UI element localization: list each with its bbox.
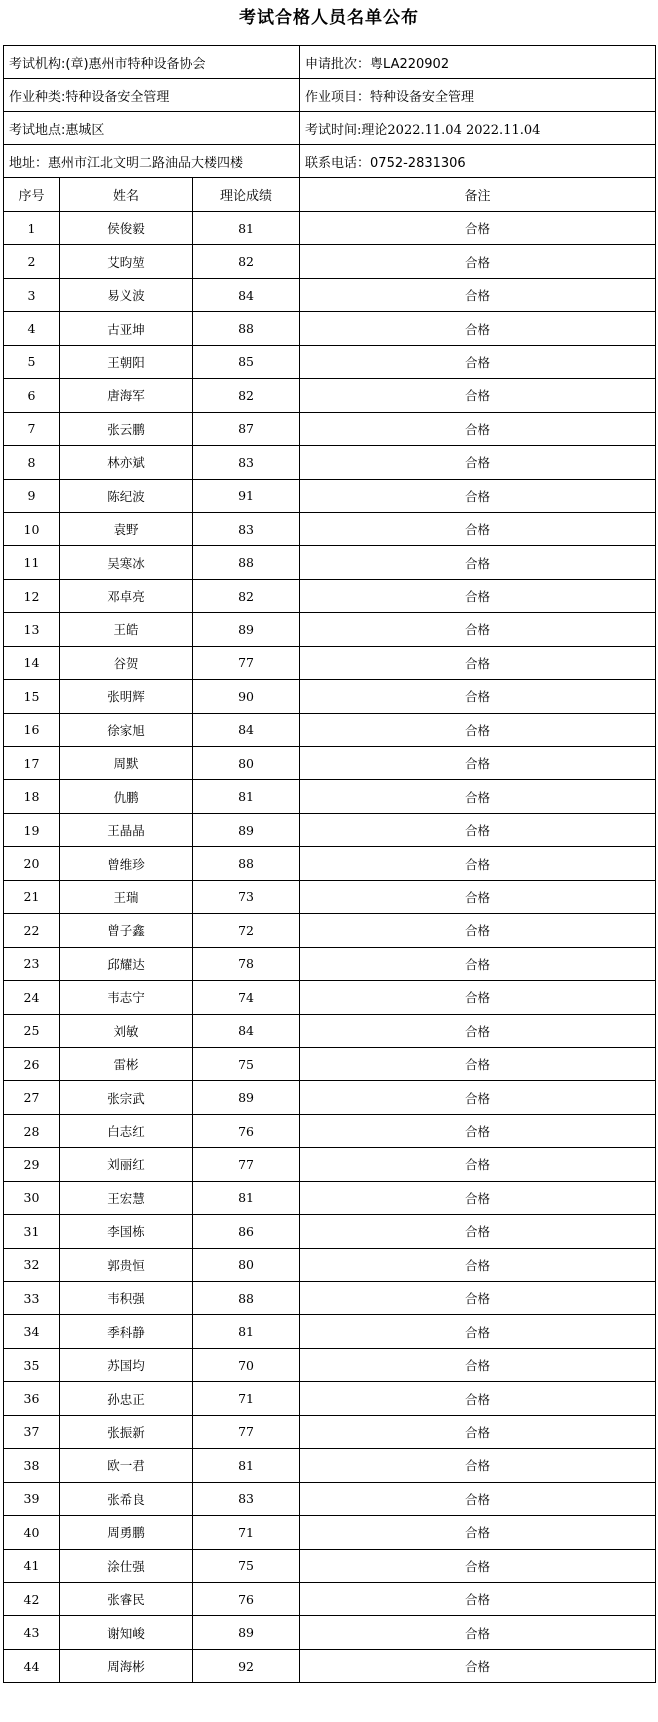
- row-index: 16: [4, 713, 60, 746]
- row-remark: 合格: [300, 212, 656, 245]
- row-index: 35: [4, 1348, 60, 1381]
- row-score: 70: [193, 1348, 300, 1381]
- table-row: [4, 646, 656, 679]
- work-category: 作业种类:特种设备安全管理: [4, 79, 300, 112]
- row-remark: 合格: [300, 1148, 656, 1181]
- row-index: 23: [4, 947, 60, 980]
- row-index: 39: [4, 1482, 60, 1515]
- row-score: 80: [193, 1248, 300, 1281]
- page-title: 考试合格人员名单公布: [239, 8, 419, 28]
- row-score: 80: [193, 747, 300, 780]
- row-name: 张振新: [60, 1415, 193, 1448]
- row-remark: 合格: [300, 1282, 656, 1315]
- table-row: [4, 847, 656, 880]
- info-row-1: [4, 46, 656, 79]
- row-name: 周海彬: [60, 1649, 193, 1682]
- row-name: 谢知峻: [60, 1616, 193, 1649]
- row-index: 5: [4, 345, 60, 378]
- row-remark: 合格: [300, 379, 656, 412]
- row-name: 张宗武: [60, 1081, 193, 1114]
- row-score: 90: [193, 680, 300, 713]
- row-index: 11: [4, 546, 60, 579]
- row-name: 刘丽红: [60, 1148, 193, 1181]
- row-remark: 合格: [300, 747, 656, 780]
- row-score: 88: [193, 546, 300, 579]
- row-remark: 合格: [300, 1315, 656, 1348]
- row-score: 71: [193, 1516, 300, 1549]
- row-score: 81: [193, 212, 300, 245]
- row-remark: 合格: [300, 1449, 656, 1482]
- row-remark: 合格: [300, 1415, 656, 1448]
- row-index: 38: [4, 1449, 60, 1482]
- table-row: [4, 1616, 656, 1649]
- row-index: 1: [4, 212, 60, 245]
- row-score: 92: [193, 1649, 300, 1682]
- row-remark: 合格: [300, 446, 656, 479]
- row-remark: 合格: [300, 479, 656, 512]
- table-row: [4, 1315, 656, 1348]
- row-remark: 合格: [300, 1649, 656, 1682]
- row-score: 77: [193, 1148, 300, 1181]
- row-score: 81: [193, 1449, 300, 1482]
- row-score: 81: [193, 780, 300, 813]
- table-row: [4, 1114, 656, 1147]
- row-index: 6: [4, 379, 60, 412]
- row-remark: 合格: [300, 1616, 656, 1649]
- row-name: 仇鹏: [60, 780, 193, 813]
- row-index: 7: [4, 412, 60, 445]
- row-remark: 合格: [300, 546, 656, 579]
- row-name: 王宏慧: [60, 1181, 193, 1214]
- row-index: 3: [4, 278, 60, 311]
- row-score: 89: [193, 613, 300, 646]
- row-name: 王朝阳: [60, 345, 193, 378]
- row-name: 涂仕强: [60, 1549, 193, 1582]
- table-row: [4, 747, 656, 780]
- row-name: 张睿民: [60, 1582, 193, 1615]
- row-score: 81: [193, 1181, 300, 1214]
- row-name: 谷贺: [60, 646, 193, 679]
- row-remark: 合格: [300, 780, 656, 813]
- info-row-2: [4, 79, 656, 112]
- row-index: 41: [4, 1549, 60, 1582]
- row-index: 21: [4, 880, 60, 913]
- table-row: [4, 1081, 656, 1114]
- row-score: 78: [193, 947, 300, 980]
- row-index: 33: [4, 1282, 60, 1315]
- row-score: 88: [193, 312, 300, 345]
- row-index: 14: [4, 646, 60, 679]
- table-row: [4, 512, 656, 545]
- header-name: 姓名: [60, 178, 193, 212]
- row-index: 36: [4, 1382, 60, 1415]
- row-remark: 合格: [300, 245, 656, 278]
- row-index: 44: [4, 1649, 60, 1682]
- row-name: 韦志宁: [60, 981, 193, 1014]
- row-remark: 合格: [300, 345, 656, 378]
- row-remark: 合格: [300, 1348, 656, 1381]
- row-score: 75: [193, 1047, 300, 1080]
- row-score: 77: [193, 646, 300, 679]
- table-row: [4, 345, 656, 378]
- row-name: 吴寒冰: [60, 546, 193, 579]
- table-row: [4, 1449, 656, 1482]
- row-name: 曾子鑫: [60, 914, 193, 947]
- table-row: [4, 1549, 656, 1582]
- row-remark: 合格: [300, 412, 656, 445]
- table-row: [4, 1516, 656, 1549]
- row-name: 陈纪波: [60, 479, 193, 512]
- table-row: [4, 1148, 656, 1181]
- table-row: [4, 1014, 656, 1047]
- table-row: [4, 813, 656, 846]
- table-row: [4, 546, 656, 579]
- row-remark: 合格: [300, 914, 656, 947]
- header-score: 理论成绩: [193, 178, 300, 212]
- row-name: 刘敏: [60, 1014, 193, 1047]
- row-remark: 合格: [300, 579, 656, 612]
- row-score: 83: [193, 512, 300, 545]
- row-score: 89: [193, 813, 300, 846]
- row-score: 84: [193, 278, 300, 311]
- row-name: 艾昀堃: [60, 245, 193, 278]
- row-score: 76: [193, 1114, 300, 1147]
- row-remark: 合格: [300, 613, 656, 646]
- row-index: 8: [4, 446, 60, 479]
- table-row: [4, 446, 656, 479]
- row-index: 2: [4, 245, 60, 278]
- header-index: 序号: [4, 178, 60, 212]
- row-index: 40: [4, 1516, 60, 1549]
- table-row: [4, 479, 656, 512]
- row-score: 85: [193, 345, 300, 378]
- row-index: 32: [4, 1248, 60, 1281]
- row-remark: 合格: [300, 1248, 656, 1281]
- row-name: 林亦斌: [60, 446, 193, 479]
- work-item: 作业项目：特种设备安全管理: [300, 79, 656, 112]
- row-score: 88: [193, 847, 300, 880]
- row-name: 王晶晶: [60, 813, 193, 846]
- table-row: [4, 1248, 656, 1281]
- row-name: 张云鹏: [60, 412, 193, 445]
- table-row: [4, 613, 656, 646]
- row-name: 王瑞: [60, 880, 193, 913]
- table-row: [4, 1215, 656, 1248]
- table-row: [4, 713, 656, 746]
- row-name: 邱耀达: [60, 947, 193, 980]
- row-name: 苏国均: [60, 1348, 193, 1381]
- exam-time: 考试时间:理论2022.11.04 2022.11.04: [300, 112, 656, 145]
- row-remark: 合格: [300, 947, 656, 980]
- table-row: [4, 1282, 656, 1315]
- row-index: 25: [4, 1014, 60, 1047]
- row-index: 26: [4, 1047, 60, 1080]
- table-row: [4, 880, 656, 913]
- table-row: [4, 579, 656, 612]
- row-name: 曾维珍: [60, 847, 193, 880]
- address: 地址：惠州市江北文明二路油品大楼四楼: [4, 145, 300, 178]
- row-name: 张明辉: [60, 680, 193, 713]
- row-name: 侯俊毅: [60, 212, 193, 245]
- exam-org: 考试机构:(章)惠州市特种设备协会: [4, 46, 300, 79]
- row-name: 邓卓亮: [60, 579, 193, 612]
- row-score: 87: [193, 412, 300, 445]
- row-index: 22: [4, 914, 60, 947]
- row-remark: 合格: [300, 680, 656, 713]
- row-index: 42: [4, 1582, 60, 1615]
- row-index: 31: [4, 1215, 60, 1248]
- table-row: [4, 1181, 656, 1214]
- row-remark: 合格: [300, 312, 656, 345]
- row-remark: 合格: [300, 1181, 656, 1214]
- row-score: 83: [193, 446, 300, 479]
- table-row: [4, 1047, 656, 1080]
- row-index: 29: [4, 1148, 60, 1181]
- header-remark: 备注: [300, 178, 656, 212]
- row-index: 12: [4, 579, 60, 612]
- row-name: 张希良: [60, 1482, 193, 1515]
- row-remark: 合格: [300, 1114, 656, 1147]
- row-remark: 合格: [300, 880, 656, 913]
- row-remark: 合格: [300, 1516, 656, 1549]
- row-remark: 合格: [300, 278, 656, 311]
- row-name: 李国栋: [60, 1215, 193, 1248]
- row-score: 84: [193, 713, 300, 746]
- row-name: 唐海军: [60, 379, 193, 412]
- row-score: 81: [193, 1315, 300, 1348]
- row-remark: 合格: [300, 1014, 656, 1047]
- row-remark: 合格: [300, 1081, 656, 1114]
- table-row: [4, 914, 656, 947]
- row-name: 徐家旭: [60, 713, 193, 746]
- row-index: 34: [4, 1315, 60, 1348]
- table-row: [4, 1649, 656, 1682]
- row-remark: 合格: [300, 713, 656, 746]
- row-remark: 合格: [300, 1047, 656, 1080]
- table-row: [4, 680, 656, 713]
- row-name: 周默: [60, 747, 193, 780]
- table-row: [4, 1482, 656, 1515]
- row-remark: 合格: [300, 1382, 656, 1415]
- row-index: 13: [4, 613, 60, 646]
- row-score: 89: [193, 1616, 300, 1649]
- row-name: 古亚坤: [60, 312, 193, 345]
- row-name: 袁野: [60, 512, 193, 545]
- info-row-3: [4, 112, 656, 145]
- row-score: 75: [193, 1549, 300, 1582]
- row-score: 91: [193, 479, 300, 512]
- row-name: 孙忠正: [60, 1382, 193, 1415]
- table-row: [4, 947, 656, 980]
- row-index: 10: [4, 512, 60, 545]
- row-index: 9: [4, 479, 60, 512]
- results-table: [3, 45, 656, 1683]
- table-row: [4, 780, 656, 813]
- row-score: 72: [193, 914, 300, 947]
- row-remark: 合格: [300, 512, 656, 545]
- row-name: 雷彬: [60, 1047, 193, 1080]
- row-name: 季科静: [60, 1315, 193, 1348]
- table-row: [4, 1582, 656, 1615]
- row-score: 74: [193, 981, 300, 1014]
- row-index: 30: [4, 1181, 60, 1214]
- row-score: 76: [193, 1582, 300, 1615]
- row-remark: 合格: [300, 1215, 656, 1248]
- row-score: 82: [193, 579, 300, 612]
- row-index: 20: [4, 847, 60, 880]
- row-remark: 合格: [300, 1582, 656, 1615]
- table-row: [4, 212, 656, 245]
- row-index: 19: [4, 813, 60, 846]
- contact-phone: 联系电话：0752-2831306: [300, 145, 656, 178]
- row-index: 17: [4, 747, 60, 780]
- row-score: 84: [193, 1014, 300, 1047]
- row-index: 15: [4, 680, 60, 713]
- apply-batch: 申请批次：粤LA220902: [300, 46, 656, 79]
- row-index: 24: [4, 981, 60, 1014]
- row-index: 28: [4, 1114, 60, 1147]
- row-name: 易义波: [60, 278, 193, 311]
- table-row: [4, 1415, 656, 1448]
- row-remark: 合格: [300, 813, 656, 846]
- row-remark: 合格: [300, 1482, 656, 1515]
- row-index: 27: [4, 1081, 60, 1114]
- row-name: 白志红: [60, 1114, 193, 1147]
- table-row: [4, 278, 656, 311]
- row-remark: 合格: [300, 981, 656, 1014]
- row-score: 89: [193, 1081, 300, 1114]
- row-score: 86: [193, 1215, 300, 1248]
- row-score: 82: [193, 379, 300, 412]
- row-index: 43: [4, 1616, 60, 1649]
- row-index: 4: [4, 312, 60, 345]
- table-row: [4, 412, 656, 445]
- info-row-4: [4, 145, 656, 178]
- exam-location: 考试地点:惠城区: [4, 112, 300, 145]
- row-name: 欧一君: [60, 1449, 193, 1482]
- row-score: 77: [193, 1415, 300, 1448]
- row-score: 83: [193, 1482, 300, 1515]
- row-score: 73: [193, 880, 300, 913]
- row-name: 郭贵恒: [60, 1248, 193, 1281]
- row-index: 18: [4, 780, 60, 813]
- row-name: 韦积强: [60, 1282, 193, 1315]
- row-remark: 合格: [300, 646, 656, 679]
- row-name: 周勇鹏: [60, 1516, 193, 1549]
- table-row: [4, 379, 656, 412]
- table-row: [4, 1382, 656, 1415]
- row-name: 王皓: [60, 613, 193, 646]
- table-row: [4, 981, 656, 1014]
- row-score: 71: [193, 1382, 300, 1415]
- row-remark: 合格: [300, 1549, 656, 1582]
- row-score: 82: [193, 245, 300, 278]
- row-index: 37: [4, 1415, 60, 1448]
- row-remark: 合格: [300, 847, 656, 880]
- table-row: [4, 245, 656, 278]
- row-score: 88: [193, 1282, 300, 1315]
- table-row: [4, 1348, 656, 1381]
- table-row: [4, 312, 656, 345]
- table-header: [4, 178, 656, 212]
